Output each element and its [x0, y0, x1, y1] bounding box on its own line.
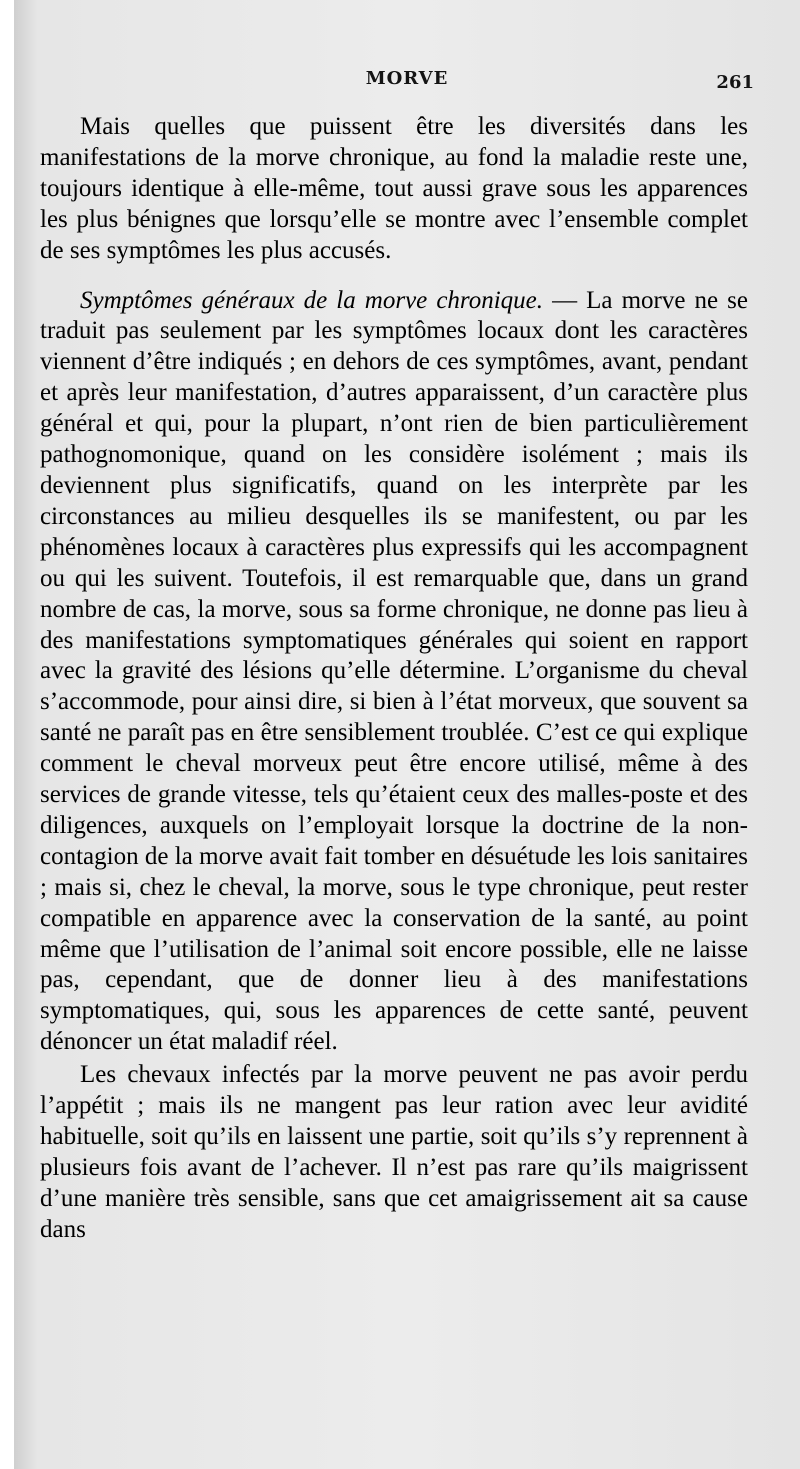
- page-number: 261: [716, 72, 754, 93]
- paragraph-2-text: — La morve ne se traduit pas seulement par les symptômes locaux dont les caractères viennent d’être indiqués ; en dehors de ces symptômes, avant, pendant et après leur manifestation, d’autres apparaissent, d’un caractère plus général et qui, pour la plupart, n’ont rien de bien particulièrement pathognomonique, quand on les considère isolément ; mais ils deviennent plus significatifs, quand on les interprète par les circonstances au milieu desquelles ils se manifestent, ou par les phénomènes locaux à caractères plus expressifs qui les accompagnent ou qui les suivent. Toutefois, il est remarquable que, dans un grand nombre de cas, la morve, sous sa forme chronique, ne donne pas lieu à des manifestations symptomatiques générales qui soient en rapport avec la gravité des lésions qu’elle détermine. L’organisme du cheval s’accommode, pour ainsi dire, si bien à l’état morveux, que souvent sa santé ne paraît pas en être sensiblement troublée. C’est ce qui explique comment le cheval morveux peut être encore utilisé, même à des services de grande vitesse, tels qu’étaient ceux des malles-poste et des diligences, auxquels on l’employait lorsque la doctrine de la non-contagion de la morve avait fait tomber en désuétude les lois sanitaires ; mais si, chez le cheval, la morve, sous le type chronique, peut rester compatible en apparence avec la conservation de la santé, au point même que l’utilisation de l’animal soit encore possible, elle ne laisse pas, cependant, que de donner lieu à des manifestations symptomatiques, qui, sous les apparences de cette santé, peuvent dénoncer un état maladif réel.: [40, 286, 749, 1056]
- page-body: [40, 112, 748, 1246]
- page-edge: [0, 0, 14, 1469]
- running-title: MORVE: [365, 68, 449, 89]
- paragraph-1: Mais quelles que puissent être les diversités dans les manifestations de la morve chronique, au fond la maladie reste une, toujours identique à elle-même, tout aussi grave sous les apparences les plus bénignes que lorsqu’elle se montre avec l’ensemble complet de ses symptômes les plus accusés.: [40, 113, 748, 264]
- section-heading: Symptômes généraux de la morve chronique.: [80, 286, 544, 314]
- page-header: [54, 68, 760, 98]
- paragraph-2: [40, 286, 748, 1059]
- paragraph-3: Les chevaux infectés par la morve peuvent ne pas avoir perdu l’appétit ; mais ils ne mangent pas leur ration avec leur avidité habituelle, soit qu’ils en laissent une partie, soit qu’ils s’y reprennent à plusieurs fois avant de l’achever. Il n’est pas rare qu’ils maigrissent d’une manière très sensible, sans que cet amaigrissement ait sa cause dans: [40, 1061, 748, 1243]
